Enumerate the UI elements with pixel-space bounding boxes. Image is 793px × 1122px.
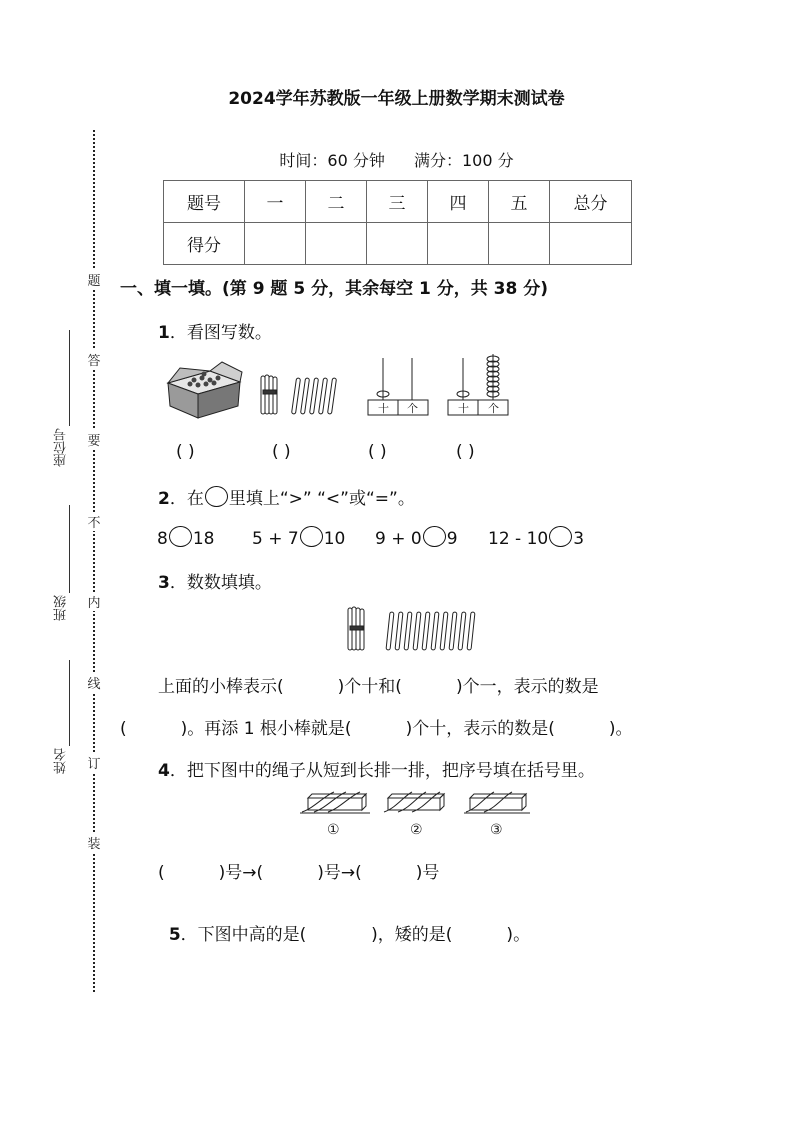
binding-char: 要	[86, 430, 102, 449]
question-text: 里填上“>” “<”或“=”。	[228, 489, 415, 509]
score-input-cell[interactable]	[489, 223, 550, 265]
q4-ropes-image	[300, 790, 540, 838]
box-of-sticks-image	[168, 362, 242, 418]
score-header-cell: 总分	[550, 181, 632, 223]
left-operand: 12 - 10	[488, 529, 549, 549]
score-input-cell[interactable]	[245, 223, 306, 265]
comparison-circle	[205, 486, 228, 507]
time-limit: 时间：60 分钟	[279, 151, 385, 170]
binding-char: 线	[86, 673, 102, 692]
question-text: ．在	[169, 489, 204, 509]
seat-number-label: 座位号	[54, 428, 69, 467]
rope-label: ①	[327, 822, 340, 838]
score-header-cell: 四	[428, 181, 489, 223]
score-table	[163, 180, 632, 265]
question-text: ．把下图中的绳子从短到长排一排，把序号填在括号里。	[169, 761, 595, 781]
right-operand: 10	[323, 529, 346, 549]
q3-line-2: ( )。再添 1 根小棒就是( )个十，表示的数是( )。	[120, 719, 633, 739]
question-number: 5	[168, 925, 181, 945]
rope-label: ②	[410, 822, 423, 838]
question-2	[158, 484, 415, 509]
binding-char: 订	[86, 753, 102, 772]
seat-number-field[interactable]	[69, 330, 70, 426]
binding-char: 装	[86, 833, 102, 852]
answer-blank[interactable]: ( )	[272, 442, 291, 462]
binding-char: 不	[86, 512, 102, 531]
score-input-cell[interactable]	[306, 223, 367, 265]
score-header-cell: 题号	[164, 181, 245, 223]
question-3	[158, 568, 272, 593]
answer-blank[interactable]: ( )	[368, 442, 387, 462]
stick-bundle-image	[261, 375, 277, 414]
class-field[interactable]	[69, 505, 70, 593]
score-header-cell: 五	[489, 181, 550, 223]
question-4	[158, 756, 595, 781]
question-number: 1	[158, 323, 170, 343]
answer-blank[interactable]: ( )	[456, 442, 475, 462]
full-score: 满分：100 分	[413, 151, 514, 170]
q1-figures	[160, 350, 520, 422]
q3-sticks-image	[344, 604, 484, 654]
answer-circle[interactable]	[423, 526, 446, 547]
question-number: 2	[158, 489, 170, 509]
question-number: 3	[158, 573, 170, 593]
abacus-2-tens-label: 十	[458, 402, 469, 415]
right-operand: 9	[446, 529, 458, 549]
question-1	[158, 318, 272, 343]
binding-char: 题	[86, 270, 102, 289]
name-label: 姓名	[54, 748, 69, 774]
answer-circle[interactable]	[300, 526, 323, 547]
section-heading: 一、填一填。(第 9 题 5 分，其余每空 1 分，共 38 分)	[120, 279, 549, 299]
comparison-item	[488, 526, 584, 549]
score-header-cell: 一	[245, 181, 306, 223]
right-operand: 18	[192, 529, 215, 549]
class-label: 班级	[54, 595, 69, 621]
abacus-1-image	[368, 358, 428, 415]
question-text: ．看图写数。	[169, 323, 272, 343]
question-5	[158, 900, 530, 945]
abacus-1-ones-label: 个	[407, 402, 418, 415]
score-input-cell[interactable]	[367, 223, 428, 265]
q3-line-1: 上面的小棒表示( )个十和( )个一，表示的数是	[158, 677, 599, 697]
question-number: 4	[158, 761, 170, 781]
q4-answer-line[interactable]: ( )号→( )号→( )号	[158, 863, 440, 883]
name-field[interactable]	[69, 660, 70, 746]
score-input-cell[interactable]	[550, 223, 632, 265]
abacus-1-tens-label: 十	[378, 402, 389, 415]
abacus-2-image	[448, 354, 508, 415]
question-text: ．下图中高的是( )，矮的是( )。	[180, 925, 531, 945]
answer-circle[interactable]	[549, 526, 572, 547]
answer-circle[interactable]	[169, 526, 192, 547]
right-operand: 3	[573, 529, 585, 549]
binding-dotted-line	[93, 130, 95, 992]
question-text: ．数数填填。	[169, 573, 272, 593]
binding-char: 答	[86, 350, 102, 369]
abacus-2-ones-label: 个	[488, 402, 499, 415]
comparison-item	[252, 526, 345, 549]
left-operand: 8	[157, 529, 168, 549]
score-header-cell: 二	[306, 181, 367, 223]
score-header-cell: 三	[367, 181, 428, 223]
binding-char: 内	[86, 592, 102, 611]
score-table-score-row	[164, 223, 632, 265]
rope-label: ③	[490, 822, 503, 838]
score-row-label: 得分	[164, 223, 245, 265]
loose-sticks-image	[292, 378, 337, 414]
left-operand: 5 + 7	[252, 529, 299, 549]
score-table-header-row	[164, 181, 632, 223]
answer-blank[interactable]: ( )	[176, 442, 195, 462]
page-title: 2024学年苏教版一年级上册数学期末测试卷	[228, 89, 565, 109]
exam-info	[0, 148, 793, 171]
comparison-item	[157, 526, 214, 549]
comparison-item	[375, 526, 458, 549]
left-operand: 9 + 0	[375, 529, 422, 549]
score-input-cell[interactable]	[428, 223, 489, 265]
